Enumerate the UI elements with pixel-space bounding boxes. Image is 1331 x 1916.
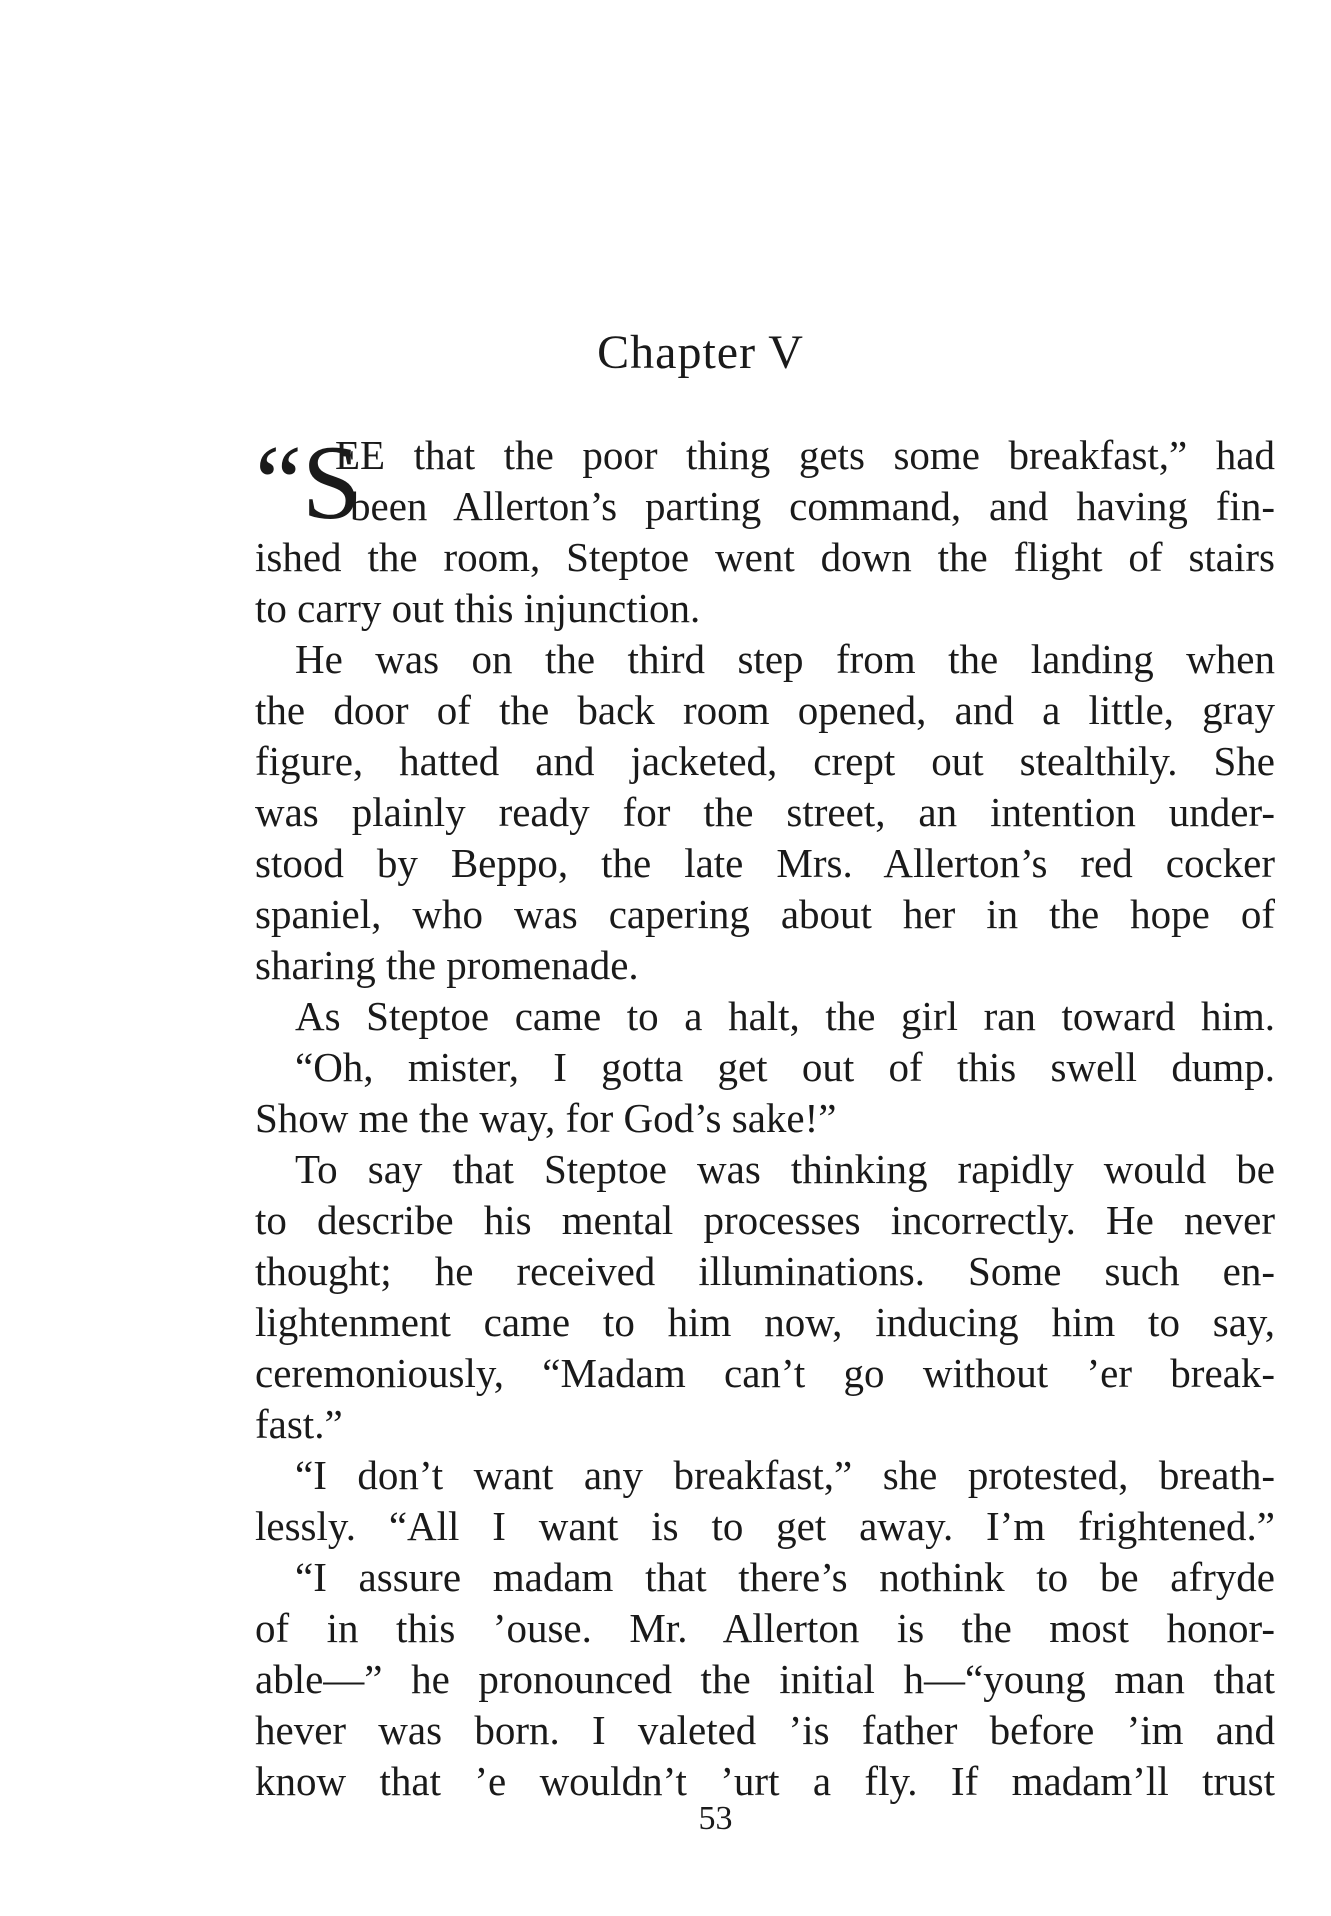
text-line: been Allerton’s parting command, and having fin- xyxy=(350,483,1275,529)
text-line: figure, hatted and jacketed, crept out stealthily. She xyxy=(255,738,1275,784)
text-line: He was on the third step from the landing when xyxy=(295,636,1275,682)
text-line: ished the room, Steptoe went down the flight of stairs xyxy=(255,534,1275,580)
text-line: ceremoniously, “Madam can’t go without ’er break- xyxy=(255,1350,1275,1396)
text-line: know that ’e wouldn’t ’urt a fly. If madam’ll trust xyxy=(255,1758,1275,1804)
text-line: to describe his mental processes incorrectly. He never xyxy=(255,1197,1275,1243)
text-line: To say that Steptoe was thinking rapidly would be xyxy=(295,1146,1275,1192)
text-line: fast.” xyxy=(255,1401,343,1447)
text-line: was plainly ready for the street, an intention under- xyxy=(255,789,1275,835)
text-line: the door of the back room opened, and a little, gray xyxy=(255,687,1275,733)
text-line: lightenment came to him now, inducing him to say, xyxy=(255,1299,1275,1345)
text-line: to carry out this injunction. xyxy=(255,585,701,631)
text-line: hever was born. I valeted ’is father before ’im and xyxy=(255,1707,1275,1753)
text-line: “I don’t want any breakfast,” she protested, breath- xyxy=(295,1452,1275,1498)
text-line: able—” he pronounced the initial h—“young man that xyxy=(255,1656,1275,1702)
text-line: stood by Beppo, the late Mrs. Allerton’s red cocker xyxy=(255,840,1275,886)
text-line: lessly. “All I want is to get away. I’m frightened.” xyxy=(255,1503,1275,1549)
text-line: thought; he received illuminations. Some such en- xyxy=(255,1248,1275,1294)
body-text xyxy=(255,424,1275,1807)
text-line: EE that the poor thing gets some breakfast,” had xyxy=(335,432,1275,478)
text-line: sharing the promenade. xyxy=(255,942,639,988)
text-line: Show me the way, for God’s sake!” xyxy=(255,1095,837,1141)
text-line: “Oh, mister, I gotta get out of this swell dump. xyxy=(295,1044,1275,1090)
drop-cap: “S xyxy=(255,424,361,541)
page-number: 53 xyxy=(698,1800,733,1837)
text-line: “I assure madam that there’s nothink to be afryde xyxy=(295,1554,1275,1600)
text-line: spaniel, who was capering about her in the hope of xyxy=(255,891,1275,937)
chapter-title: Chapter V xyxy=(597,326,804,379)
text-line: of in this ’ouse. Mr. Allerton is the most honor- xyxy=(255,1605,1275,1651)
text-line: As Steptoe came to a halt, the girl ran toward him. xyxy=(295,993,1275,1039)
